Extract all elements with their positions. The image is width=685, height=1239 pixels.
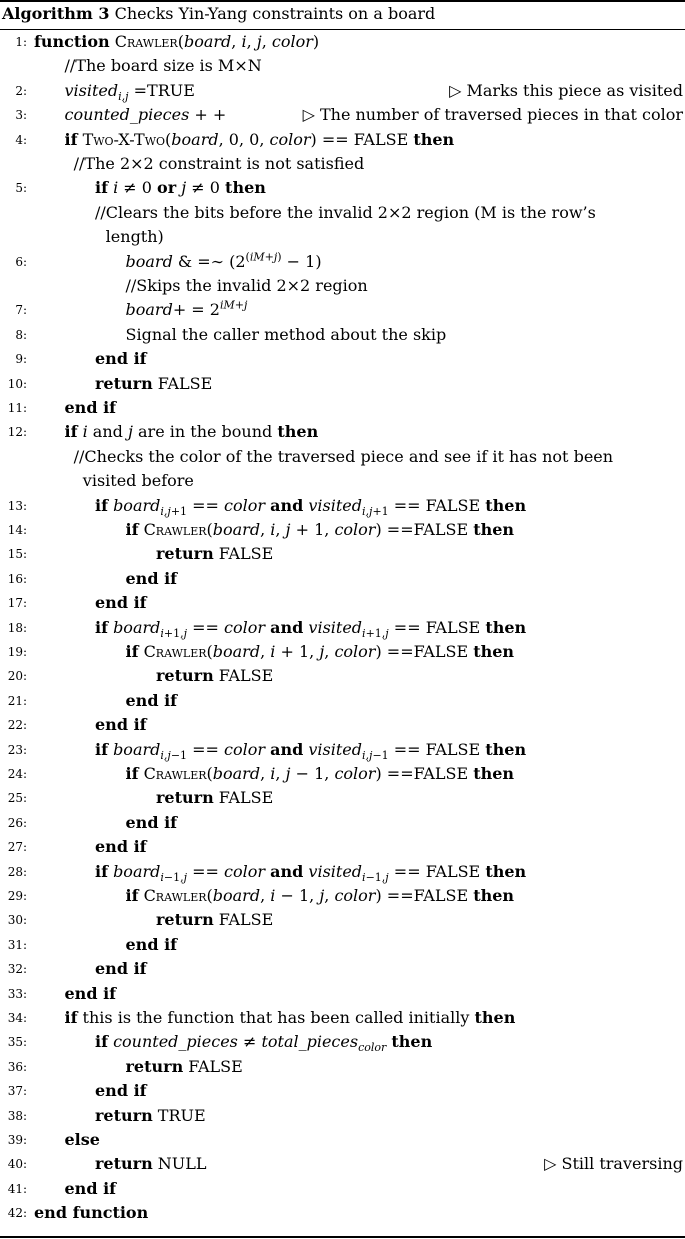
line-code: return FALSE [156,788,274,808]
line-number: 22: [7,718,27,733]
line-code: if Crawler(board, i, j − 1, color) ==FALSE then [125,764,515,783]
line-number: 28: [7,864,27,879]
line-code: if board$_{i,j+1}$ == color and visited$_{i,j+1}$ == FALSE then [95,495,527,518]
algorithm-line-19 [0,641,685,665]
line-number: 8: [15,327,27,342]
algorithm-line-3 [0,104,685,128]
caption-rule [0,29,685,30]
line-code: end if [64,1178,117,1198]
algorithm-line-10 [0,373,685,397]
algorithm-line-24 [0,763,685,787]
algorithm-line-38 [0,1105,685,1129]
algorithm-line-8 [0,324,685,348]
algorithm-line-37 [0,1080,685,1104]
algorithm-line-16 [0,568,685,592]
line-number: 11: [7,401,27,415]
line-number: 35: [7,1035,27,1050]
caption-label: Algorithm 3 [2,4,110,23]
line-code: return FALSE [95,373,213,393]
line-code: counted_pieces + + [64,105,227,125]
line-code: //Skips the invalid 2×2 region [125,276,368,295]
algorithm-line-25 [0,787,685,811]
line-number: 21: [7,693,27,708]
line-code: end if [95,959,147,979]
algorithm-line-31 [0,934,685,958]
line-number: 23: [7,742,27,757]
algorithm-line-7 [0,299,685,323]
line-comment: ▷ The number of traversed pieces in that color [302,105,683,125]
line-number: 13: [7,498,27,513]
line-code: if Crawler(board, i − 1, j, color) ==FALSE then [125,886,515,905]
algorithm-line-1 [0,31,685,55]
line-number: 31: [7,937,27,952]
line-code: board+ = $2^{iM+j}$ [125,299,248,320]
line-number: 9: [15,352,27,367]
line-code: function Crawler(board, i, j, color) [34,32,320,51]
line-number: 5: [15,181,27,196]
line-number: 33: [7,986,27,1001]
line-number: 39: [7,1133,27,1147]
line-code: if board$_{i-1,j}$ == color and visited$_{i-1,j}$ == FALSE then [95,861,527,884]
line-number: 42: [7,1206,27,1221]
caption-text: Checks Yin-Yang constraints on a board [114,4,436,23]
line-code: length) [105,227,164,247]
algorithm-line-14 [0,519,685,543]
line-code: //The 2×2 constraint is not satisfied [73,154,365,173]
line-code: end if [95,593,147,613]
line-number: 19: [7,645,27,659]
algorithm-comment-line [0,153,685,177]
algorithm-line-21 [0,690,685,714]
algorithm-line-42 [0,1202,685,1226]
algorithm-line-15 [0,543,685,567]
line-code: if Two-X-Two(board, 0, 0, color) == FALSE then [64,129,455,149]
line-code: if i ≠ 0 or j ≠ 0 then [95,178,266,198]
line-code: end function [34,1203,149,1223]
algorithm-line-13 [0,495,685,519]
algorithm-line-28 [0,861,685,885]
algorithm-comment-line [0,470,685,494]
algorithm-line-5 [0,177,685,201]
line-number: 16: [7,571,27,586]
line-code: return FALSE [156,544,274,564]
algorithm-comment-line [0,446,685,470]
line-number: 15: [7,547,27,562]
line-code: end if [95,715,147,735]
algorithm-line-33 [0,983,685,1007]
algorithm-comment-line [0,202,685,226]
line-code: if i and j are in the bound then [64,422,319,442]
line-number: 2: [15,83,27,98]
algorithm-line-30 [0,909,685,933]
line-number: 12: [7,425,27,440]
algorithm-line-9 [0,348,685,372]
algorithm-line-29 [0,885,685,909]
algorithm-line-32 [0,958,685,982]
line-number: 25: [7,791,27,806]
line-code: return FALSE [156,666,274,686]
line-code: return FALSE [125,1056,243,1076]
line-comment: ▷ Marks this piece as visited [449,80,683,100]
algorithm-line-2 [0,80,685,104]
line-number: 40: [7,1157,27,1172]
line-number: 34: [7,1011,27,1025]
bottom-rule [0,1236,685,1238]
algorithm-line-34 [0,1007,685,1031]
line-number: 4: [15,132,27,147]
line-number: 29: [7,889,27,903]
line-code: end if [64,398,117,417]
line-code: end if [64,983,117,1003]
algorithm-comment-line [0,226,685,250]
algorithm-line-22 [0,714,685,738]
line-number: 17: [7,596,27,611]
line-code: end if [95,837,147,857]
algorithm-line-27 [0,836,685,860]
line-code: //Clears the bits before the invalid 2×2 region (M is the row’s [95,202,596,222]
line-number: 1: [15,35,27,49]
line-code: visited$_{i,j}$ =TRUE [64,80,195,103]
line-code: end if [125,812,178,832]
line-code: end if [125,690,178,710]
line-code: if board$_{i+1,j}$ == color and visited$_{i+1,j}$ == FALSE then [95,617,527,640]
line-code: else [64,1130,100,1149]
line-code: //The board size is M×N [64,56,262,76]
line-number: 26: [7,815,27,830]
algorithm-line-17 [0,592,685,616]
line-comment: ▷ Still traversing [544,1154,683,1174]
top-rule [0,0,685,2]
line-code: if board$_{i,j-1}$ == color and visited$_{i,j-1}$ == FALSE then [95,739,527,762]
line-number: 14: [7,523,27,537]
line-number: 3: [15,108,27,123]
line-number: 7: [15,303,27,318]
algorithm-line-12 [0,421,685,445]
algorithm-line-23 [0,739,685,763]
line-number: 10: [7,376,27,391]
line-number: 36: [7,1059,27,1074]
algorithm-line-20 [0,665,685,689]
line-code: end if [95,349,147,369]
algorithm-line-36 [0,1056,685,1080]
line-code: end if [125,934,178,954]
line-code: if Crawler(board, i, j + 1, color) ==FALSE then [125,520,515,539]
line-code: end if [95,1081,147,1101]
line-code: if this is the function that has been called initially then [64,1008,516,1027]
line-code: visited before [82,471,194,491]
line-code: return FALSE [156,910,274,930]
line-code: //Checks the color of the traversed piece and see if it has not been [73,446,614,466]
line-number: 20: [7,669,27,684]
line-number: 18: [7,620,27,635]
line-code: Signal the caller method about the skip [125,324,447,344]
line-number: 24: [7,767,27,781]
line-code: if counted_pieces ≠ total_pieces$_{color}$ then [95,1032,433,1055]
algorithm-line-4 [0,129,685,153]
line-number: 38: [7,1108,27,1123]
line-number: 6: [15,254,27,269]
line-number: 41: [7,1181,27,1196]
algorithm-line-41 [0,1178,685,1202]
line-number: 37: [7,1084,27,1099]
algorithm-line-35 [0,1031,685,1055]
algorithm-comment-line [0,275,685,299]
line-code: return TRUE [95,1105,206,1125]
algorithm-line-39 [0,1129,685,1153]
line-number: 32: [7,962,27,977]
algorithm-caption [2,4,435,23]
line-number: 27: [7,840,27,855]
algorithm-line-11 [0,397,685,421]
line-code: if Crawler(board, i + 1, j, color) ==FALSE then [125,642,515,661]
algorithm-line-40 [0,1153,685,1177]
line-code: return NULL [95,1154,207,1174]
algorithm-line-6 [0,251,685,275]
line-code: board & =∼ $(2^{(iM+j)} - 1)$ [125,250,322,271]
line-number: 30: [7,913,27,928]
algorithm-line-18 [0,617,685,641]
algorithm-comment-line [0,55,685,79]
line-code: end if [125,568,178,588]
algorithm-line-26 [0,812,685,836]
